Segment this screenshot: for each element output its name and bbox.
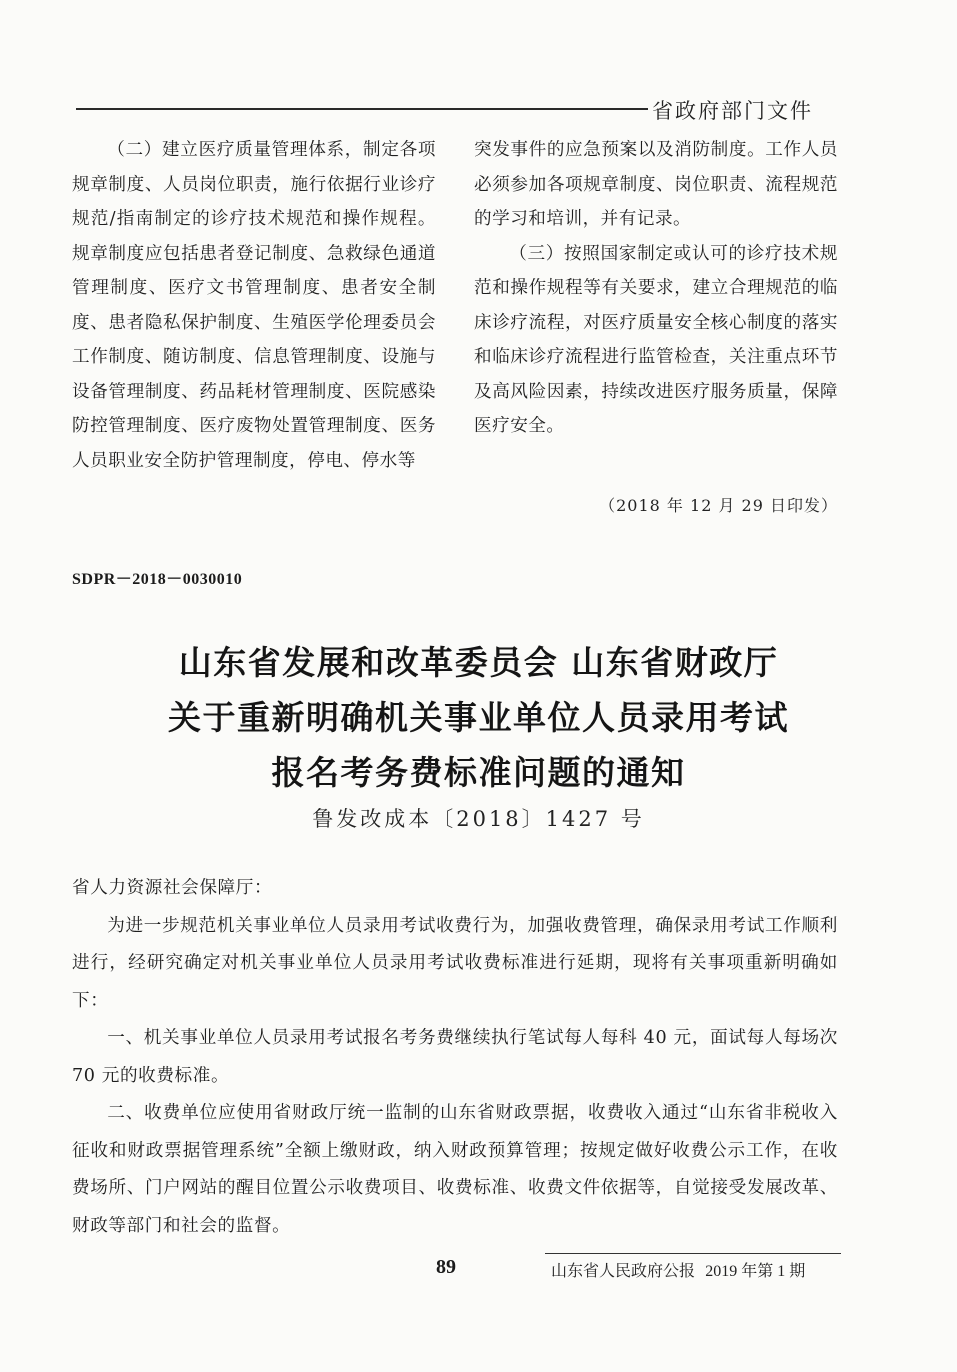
- footer-rule: [545, 1253, 841, 1254]
- prev-doc-paragraph: （三）按照国家制定或认可的诊疗技术规范和操作规程等有关要求，建立合理规范的临床诊疗流程，对医疗质量安全核心制度的落实和临床诊疗流程进行监管检查，关注重点环节及高风险因素，持续改进医疗服务质量，保障医疗安全。: [474, 243, 838, 436]
- print-date: （2018 年 12 月 29 日印发）: [599, 496, 838, 515]
- document-title-line: 山东省发展和改革委员会 山东省财政厅: [178, 643, 779, 682]
- document-number: 鲁发改成本〔2018〕1427 号: [312, 807, 645, 831]
- prev-doc-left-column: [72, 133, 436, 478]
- journal-name: 山东省人民政府公报: [551, 1261, 696, 1280]
- body-paragraph: 一、机关事业单位人员录用考试报名考务费继续执行笔试每人每科 40 元，面试每人每场次 70 元的收费标准。: [72, 1028, 838, 1086]
- prev-doc-right-column: [474, 133, 838, 444]
- header-rule: [76, 108, 648, 110]
- prev-doc-paragraph: （二）建立医疗质量管理体系，制定各项规章制度、人员岗位职责，施行依据行业诊疗规范/指南制定的诊疗技术规范和操作规程。规章制度应包括患者登记制度、急救绿色通道管理制度、医疗文书管理制度、患者安全制度、患者隐私保护制度、生殖医学伦理委员会工作制度、随访制度、信息管理制度、设施与设备管理制度、药品耗材管理制度、医院感染防控管理制度、医疗废物处置管理制度、医务人员职业安全防护管理制度，停电、停水等: [72, 140, 436, 471]
- prev-doc-paragraph: 突发事件的应急预案以及消防制度。工作人员必须参加各项规章制度、岗位职责、流程规范的学习和培训，并有记录。: [474, 140, 838, 229]
- body-paragraph: 为进一步规范机关事业单位人员录用考试收费行为，加强收费管理，确保录用考试工作顺利进行，经研究确定对机关事业单位人员录用考试收费标准进行延期，现将有关事项重新明确如下：: [72, 915, 838, 1011]
- addressee: 省人力资源社会保障厅：: [72, 878, 273, 898]
- header-section-label: 省政府部门文件: [652, 99, 813, 123]
- journal-issue: 2019 年第 1 期: [705, 1263, 806, 1280]
- document-title-line: 关于重新明确机关事业单位人员录用考试: [168, 698, 789, 737]
- document-body: [72, 870, 838, 1245]
- page-number: 89: [436, 1256, 456, 1278]
- body-paragraph: 二、收费单位应使用省财政厅统一监制的山东省财政票据，收费收入通过“山东省非税收入征收和财政票据管理系统”全额上缴财政，纳入财政预算管理；按规定做好收费公示工作，在收费场所、门户网站的醒目位置公示收费项目、收费标准、收费文件依据等，自觉接受发展改革、财政等部门和社会的监督。: [72, 1103, 838, 1236]
- document-code: SDPR－2018－0030010: [72, 571, 243, 588]
- footer-journal-info: [551, 1258, 841, 1281]
- document-title-line: 报名考务费标准问题的通知: [271, 753, 686, 792]
